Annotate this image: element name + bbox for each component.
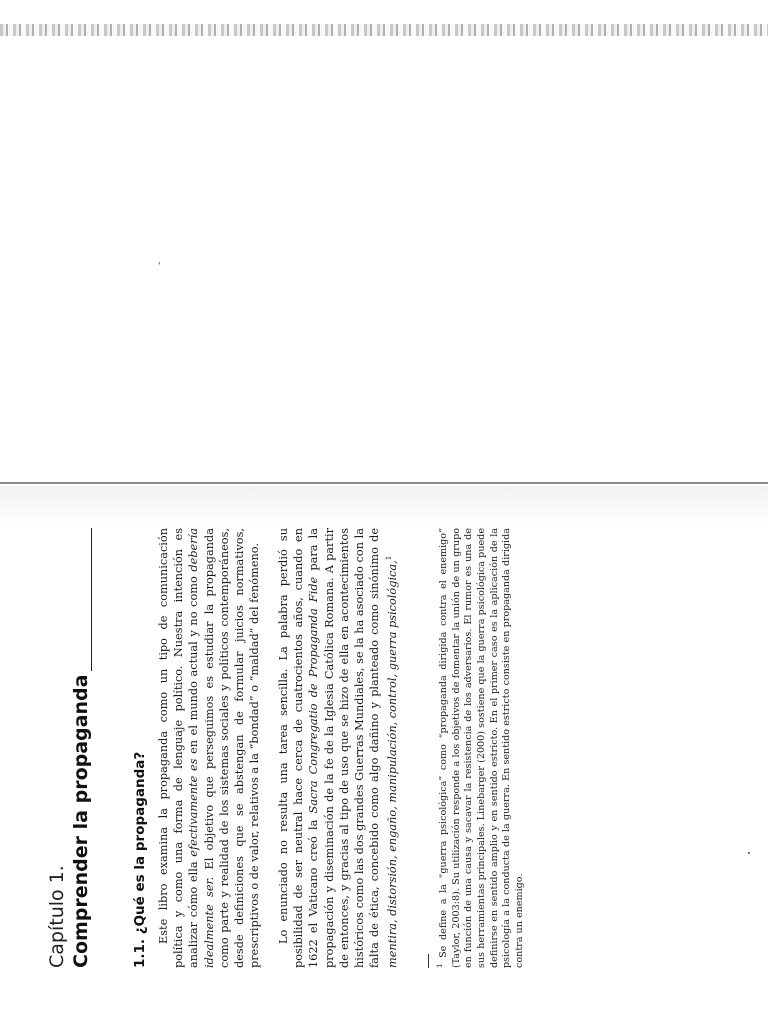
chapter-title [70,528,92,968]
scan-top-edge [0,24,768,36]
footnote [434,528,526,968]
footnote-number: 1 [436,963,444,968]
p2-text-b: para la propagación y diseminación de la fe de la Iglesia Católica Romana. A partir de entonces, y gracias al tipo de uso que se hizo de ella en acontecimientos históricos como las dos grandes Guerras Mundiales, se la ha asociado con la falta de ética, concebido como algo dañino y planteado como sinónimo de [307,528,382,968]
p1-text-a: Este libro examina la propaganda como un tipo de comunicación política y como una forma de lenguaje político. Nuestra intención es analizar cómo ella [157,528,201,968]
p1-emphasis-b: debería idealmente ser. [187,528,216,968]
margin-mark: ' [158,262,161,272]
chapter-title-rule [73,528,92,671]
page-fold-line [0,482,768,484]
p1-text-b: en el mundo actual y no como [187,571,201,759]
chapter-title-text: Comprender la propaganda [70,674,92,968]
footnote-text: Se define a la “guerra psicológica” como “propaganda dirigida contra el enemigo” (Taylor, 2003:8). Su utilización responde a los objetivos de fomentar la unión de un grupo en función de una causa y sacavar la resistencia de los adversarios. El rumor es una de sus herramientas principales. Linebarger (2000) sostiene que la guerra psicológica puede definirse en sentido amplio y en sentido estricto. En el primer caso es la aplicación de la psicología a la conducta de la guerra. En sentido estricto consiste en propaganda dirigida contra un enemigo. [438,528,525,968]
chapter-label: Capítulo 1. [46,865,68,968]
body-paragraph-2 [276,528,400,968]
scan-speck [748,852,750,854]
p2-text-a: Lo enunciado no resulta una tarea sencilla. La palabra perdió su posibilidad de ser neutral hace cerca de cuatrocientos años, cuando en 1622 el Vaticano creó la [277,528,321,968]
footnote-rule [428,954,429,968]
section-heading: 1.1. ¿Qué es la propaganda? [132,751,148,968]
body-paragraph-1 [156,528,262,968]
footnote-reference: 1 [385,555,394,561]
p2-emphasis-b: mentira, distorsión, engaño, manipulación, control, guerra psicológica, [386,560,400,968]
rotated-page [46,528,686,968]
p2-emphasis-a: Sacra Congregatio de Propaganda Fide [307,576,321,814]
page-fold-shadow [0,486,768,526]
p1-emphasis-a: efectivamente es [187,758,201,857]
p1-text-c: El objetivo que perseguimos es estudiar la propaganda como parte y realidad de los sistemas sociales y políticos contemporáneos, desde definiciones que se abstengan de formular juicios normativos, prescriptivos o de valor, relativos a la “bondad” o “maldad” del fenómeno. [202,528,262,968]
